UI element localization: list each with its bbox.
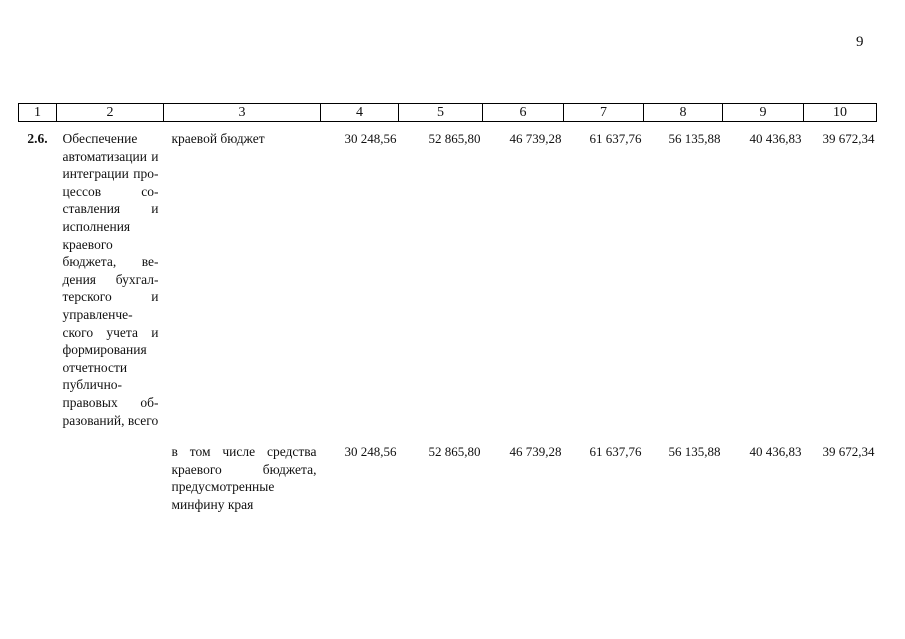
column-header-7: 7 — [564, 104, 644, 122]
row-value-col5: 52 865,80 — [428, 131, 481, 146]
row-value-col9: 40 436,83 — [749, 131, 802, 146]
column-header-4: 4 — [321, 104, 399, 122]
table-row — [19, 429, 877, 513]
column-header-1: 1 — [19, 104, 57, 122]
column-header-9: 9 — [723, 104, 804, 122]
page-number: 9 — [856, 34, 864, 50]
column-header-8: 8 — [644, 104, 723, 122]
row-value-col10: 39 672,34 — [822, 131, 875, 146]
row-value-col4: 30 248,56 — [344, 131, 397, 146]
row-value-col8: 56 135,88 — [668, 444, 721, 460]
row-number — [19, 429, 57, 513]
row-value-col7: 61 637,76 — [589, 131, 642, 146]
column-header-5: 5 — [399, 104, 483, 122]
row-value-col8: 56 135,88 — [668, 131, 721, 146]
table-header-row — [19, 104, 877, 122]
row-name-cell — [57, 122, 164, 430]
row-name: Обеспечение автоматизации и интеграции процессов составления и исполнения краевого бюджета, ведения бухгалтерского и управленческого учета и формирования отчетности публично-правовых образований, всего — [62, 131, 159, 428]
table-row — [19, 122, 877, 430]
row-name-cell — [57, 429, 164, 513]
row-source: краевой бюджет — [171, 131, 265, 146]
budget-table — [18, 103, 877, 513]
column-header-10: 10 — [804, 104, 877, 122]
column-header-3: 3 — [164, 104, 321, 122]
row-value-col7: 61 637,76 — [589, 444, 642, 460]
row-value-col6: 46 739,28 — [509, 444, 562, 460]
row-value-col10: 39 672,34 — [822, 444, 875, 460]
column-header-2: 2 — [57, 104, 164, 122]
row-number: 2.6. — [27, 131, 48, 146]
column-header-6: 6 — [483, 104, 564, 122]
row-source: в том числе средства краевого бюджета, предусмотренные минфину края — [171, 444, 317, 512]
row-value-col5: 52 865,80 — [428, 444, 481, 460]
row-value-col6: 46 739,28 — [509, 131, 562, 146]
row-value-col4: 30 248,56 — [344, 444, 397, 460]
row-value-col9: 40 436,83 — [749, 444, 802, 460]
